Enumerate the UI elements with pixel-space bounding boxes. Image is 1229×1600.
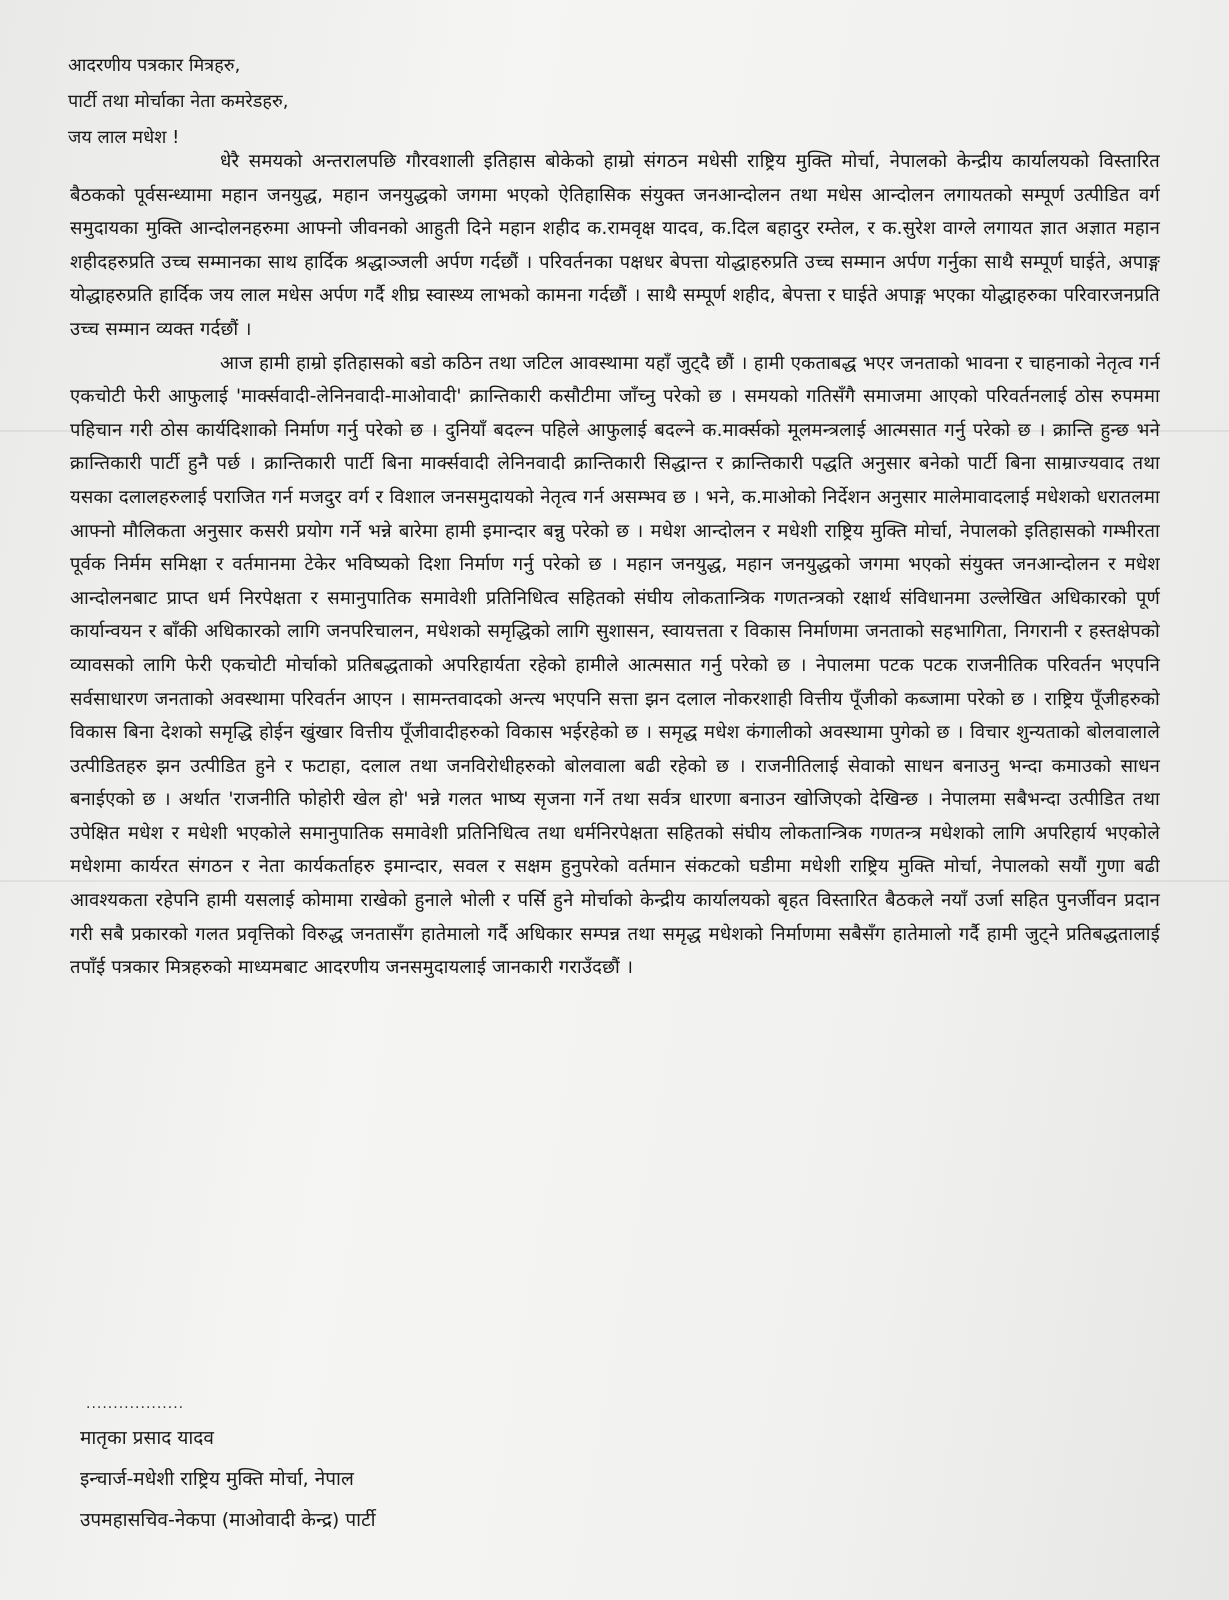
salutation	[68, 48, 288, 156]
paragraph-tribute: धेरै समयको अन्तरालपछि गौरवशाली इतिहास बोकेको हाम्रो संगठन मधेसी राष्ट्रिय मुक्ति मोर्चा, नेपालको केन्द्रीय कार्यालयको विस्तारित बैठकको पूर्वसन्ध्यामा महान जनयुद्ध, महान जनयुद्धको जगमा भएको ऐतिहासिक संयुक्त जनआन्दोलन तथा मधेस आन्दोलन लगायतको सम्पूर्ण उत्पीडित वर्ग समुदायका मुक्ति आन्दोलनहरुमा आफ्नो जीवनको आहुती दिने महान शहीद क.रामवृक्ष यादव, क.दिल बहादुर रम्तेल, र क.सुरेश वाग्ले लगायत ज्ञात अज्ञात महान शहीदहरुप्रति उच्च सम्मानका साथ हार्दिक श्रद्धाञ्जली अर्पण गर्दछौं । परिवर्तनका पक्षधर बेपत्ता योद्धाहरुप्रति उच्च सम्मान अर्पण गर्नुका साथै सम्पूर्ण घाईते, अपाङ्ग योद्धाहरुप्रति हार्दिक जय लाल मधेस अर्पण गर्दै शीघ्र स्वास्थ्य लाभको कामना गर्दछौं । साथै सम्पूर्ण शहीद, बेपत्ता र घाईते अपाङ्ग भएका योद्धाहरुका परिवारजनप्रति उच्च सम्मान व्यक्त गर्दछौं ।	[70, 151, 1160, 340]
signatory-name: मातृका प्रसाद यादव	[80, 1427, 214, 1449]
salutation-line: पार्टी तथा मोर्चाका नेता कमरेडहरु,	[68, 91, 289, 112]
salutation-line: जय लाल मधेश !	[68, 127, 180, 148]
signature-line: ..................	[86, 1396, 185, 1412]
paragraph-main: आज हामी हाम्रो इतिहासको बडो कठिन तथा जटिल आवस्थामा यहाँ जुट्दै छौं । हामी एकताबद्ध भएर जनताको भावना र चाहनाको नेतृत्व गर्न एकचोटी फेरी आफुलाई 'मार्क्सवादी-लेनिनवादी-माओवादी' क्रान्तिकारी कसौटीमा जाँच्नु परेको छ । समयको गतिसँगै समाजमा आएको परिवर्तनलाई ठोस रुपममा पहिचान गरी ठोस कार्यदिशाको निर्माण गर्नु परेको छ । दुनियाँ बदल्न पहिले आफुलाई बदल्ने क.मार्क्सको मूलमन्त्रलाई आत्मसात गर्नु परेको छ । क्रान्ति हुन्छ भने क्रान्तिकारी पार्टी हुनै पर्छ । क्रान्तिकारी पार्टी बिना मार्क्सवादी लेनिनवादी क्रान्तिकारी सिद्धान्त र क्रान्तिकारी पद्धति अनुसार बनेको पार्टी बिना साम्राज्यवाद तथा यसका दलालहरुलाई पराजित गर्न मजदुर वर्ग र विशाल जनसमुदायको नेतृत्व गर्न असम्भव छ । भने, क.माओको निर्देशन अनुसार मालेमावादलाई मधेशको धरातलमा आफ्नो मौलिकता अनुसार कसरी प्रयोग गर्ने भन्ने बारेमा हामी इमान्दार बन्नु परेको छ । मधेश आन्दोलन र मधेशी राष्ट्रिय मुक्ति मोर्चा, नेपालको इतिहासको गम्भीरता पूर्वक निर्मम समिक्षा र वर्तमानमा टेकेर भविष्यको दिशा निर्माण गर्नु परेको छ । महान जनयुद्ध, महान जनयुद्धको जगमा भएको संयुक्त जनआन्दोलन र मधेश आन्दोलनबाट प्राप्त धर्म निरपेक्षता र समानुपातिक समावेशी प्रतिनिधित्व सहितको संघीय लोकतान्त्रिक गणतन्त्रको रक्षार्थ संविधानमा उल्लेखित अधिकारको पूर्ण कार्यान्वयन र बाँकी अधिकारको लागि जनपरिचालन, मधेशको समृद्धिको लागि सुशासन, स्वायत्तता र विकास निर्माणमा जनताको सहभागिता, निगरानी र हस्तक्षेपको व्यावसको लागि फेरी एकचोटी मोर्चाको प्रतिबद्धताको अपरिहार्यता रहेको हामीले आत्मसात गर्नु परेको छ । नेपालमा पटक पटक राजनीतिक परिवर्तन भएपनि सर्वसाधारण जनताको अवस्थामा परिवर्तन आएन । सामन्तवादको अन्त्य भएपनि सत्ता झन दलाल नोकरशाही वित्तीय पूँजीको कब्जामा परेको छ । राष्ट्रिय पूँजीहरुको विकास बिना देशको समृद्धि होईन खुंखार वित्तीय पूँजीवादीहरुको विकास भईरहेको छ । समृद्ध मधेश कंगालीको अवस्थामा पुगेको छ । विचार शुन्यताको बोलवालाले उत्पीडितहरु झन उत्पीडित हुने र फटाहा, दलाल तथा जनविरोधीहरुको बोलवाला बढी रहेको छ । राजनीतिलाई सेवाको साधन बनाउनु भन्दा कमाउको साधन बनाईएको छ । अर्थात 'राजनीति फोहोरी खेल हो' भन्ने गलत भाष्य सृजना गर्ने तथा सर्वत्र धारणा बनाउन खोजिएको देखिन्छ । नेपालमा सबैभन्दा उत्पीडित तथा उपेक्षित मधेश र मधेशी भएकोले समानुपातिक समावेशी प्रतिनिधित्व तथा धर्मनिरपेक्षता सहितको संघीय लोकतान्त्रिक गणतन्त्र मधेशको लागि अपरिहार्य भएकोले मधेशमा कार्यरत संगठन र नेता कार्यकर्ताहरु इमान्दार, सवल र सक्षम हुनुपरेको वर्तमान संकटको घडीमा मधेशी राष्ट्रिय मुक्ति मोर्चा, नेपालको सयौं गुणा बढी आवश्यकता रहेपनि हामी यसलाई कोमामा राखेको हुनाले भोली र पर्सि हुने मोर्चाको केन्द्रीय कार्यालयको बृहत विस्तारित बैठकले नयाँ उर्जा सहित पुनर्जीवन प्रदान गरी सबै प्रकारको गलत प्रवृत्तिको विरुद्ध जनतासँग हातेमालो गर्दै अधिकार सम्पन्न तथा समृद्ध मधेशको निर्माणमा सबैसँग हातेमालो गर्दै हामी जुट्ने प्रतिबद्धतालाई तपाँई पत्रकार मित्रहरुको माध्यमबाट आदरणीय जनसमुदायलाई जानकारी गराउँदछौं ।	[70, 352, 1160, 979]
signatory-title: इन्चार्ज-मधेशी राष्ट्रिय मुक्ति मोर्चा, नेपाल	[80, 1468, 354, 1490]
salutation-line: आदरणीय पत्रकार मित्रहरु,	[68, 55, 241, 76]
signature-block	[80, 1418, 376, 1541]
signatory-title: उपमहासचिव-नेकपा (माओवादी केन्द्र) पार्टी	[80, 1509, 376, 1531]
letter-body	[70, 145, 1160, 985]
